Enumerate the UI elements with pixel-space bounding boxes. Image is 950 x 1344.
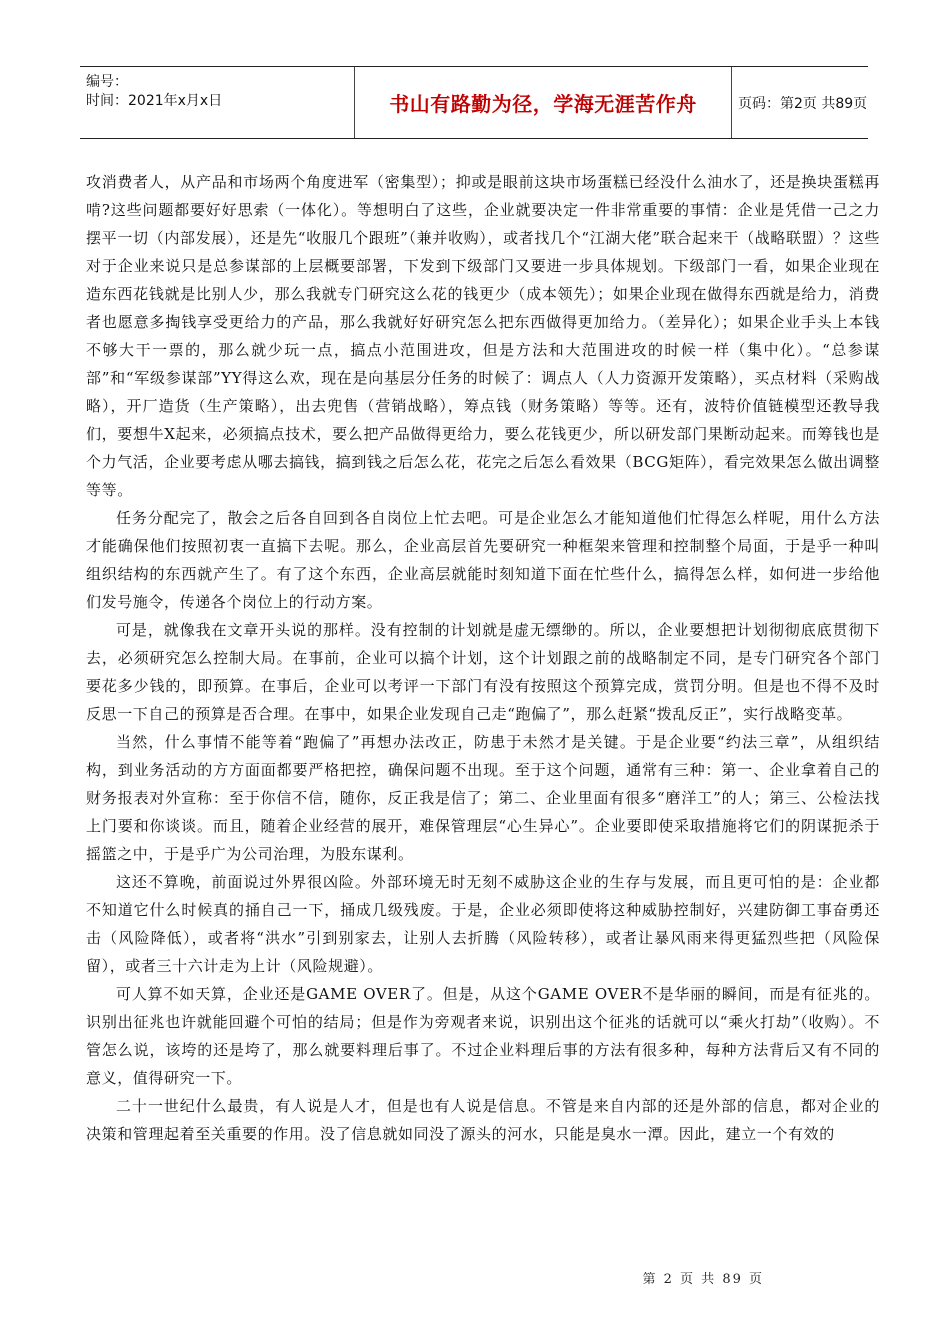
document-date: 时间：2021年x月x日: [86, 93, 223, 109]
paragraph: 任务分配完了，散会之后各自回到各自岗位上忙去吧。可是企业怎么才能知道他们忙得怎么样呢，用什么方法才能确保他们按照初衷一直搞下去呢。那么，企业高层首先要研究一种框架来管理和控制整个局面，于是乎一种叫组织结构的东西就产生了。有了这个东西，企业高层就能时刻知道下面在忙些什么，搞得怎么样，如何进一步给他们发号施令，传递各个岗位上的行动方案。: [86, 509, 880, 611]
page-footer: 第 2 页 共 89 页: [642, 1272, 764, 1287]
paragraph: 当然，什么事情不能等着“跑偏了”再想办法改正，防患于未然才是关键。于是企业要“约法三章”，从组织结构，到业务活动的方方面面都要严格把控，确保问题不出现。至于这个问题，通常有三种：第一、企业拿着自己的财务报表对外宣称：至于你信不信，随你，反正我是信了；第二、企业里面有很多“磨洋工”的人；第三、公检法找上门要和你谈谈。而且，随着企业经营的展开，难保管理层“心生异心”。企业要即使采取措施将它们的阴谋扼杀于摇篮之中，于是乎广为公司治理，为股东谋利。: [86, 733, 880, 863]
paragraph: 攻消费者人，从产品和市场两个角度进军（密集型）；抑或是眼前这块市场蛋糕已经没什么油水了，还是换块蛋糕再啃?这些问题都要好好思索（一体化）。等想明白了这些，企业就要决定一件非常重要的事情：企业是凭借一己之力摆平一切（内部发展），还是先“收服几个跟班”（兼并收购），或者找几个“江湖大佬”联合起来干（战略联盟）？这些对于企业来说只是总参谋部的上层概要部署，下发到下级部门又要进一步具体规划。下级部门一看，如果企业现在造东西花钱就是比别人少，那么我就专门研究这么花的钱更少（成本领先）；如果企业现在做得东西就是给力，消费者也愿意多掏钱享受更给力的产品，那么我就好好研究怎么把东西做得更加给力。（差异化）；如果企业手头上本钱不够大干一票的，那么就少玩一点，搞点小范围进攻，但是方法和大范围进攻的时候一样（集中化）。“总参谋部”和“军级参谋部”YY得这么欢，现在是向基层分任务的时候了：调点人（人力资源开发策略），买点材料（采购战略），开厂造货（生产策略），出去兜售（营销战略），筹点钱（财务策略）等等。还有，波特价值链模型还教导我们，要想牛X起来，必须搞点技术，要么把产品做得更给力，要么花钱更少，所以研发部门果断动起来。而筹钱也是个力气活，企业要考虑从哪去搞钱，搞到钱之后怎么花，花完之后怎么看效果（BCG矩阵），看完效果怎么做出调整等等。: [86, 173, 880, 499]
paragraph: 二十一世纪什么最贵，有人说是人才，但是也有人说是信息。不管是来自内部的还是外部的信息，都对企业的决策和管理起着至关重要的作用。没了信息就如同没了源头的河水，只能是臭水一潭。因此，建立一个有效的: [86, 1097, 880, 1143]
header-motto: 书山有路勤为径，学海无涯苦作舟: [389, 92, 697, 116]
document-body: [86, 168, 880, 1148]
page-header: [80, 66, 868, 139]
header-motto-cell: [354, 67, 732, 138]
header-page-label: 页码：第2页 共89页: [738, 95, 868, 112]
document-number: 编号：: [86, 74, 128, 90]
header-meta: [86, 67, 276, 144]
paragraph: 可是，就像我在文章开头说的那样。没有控制的计划就是虚无缥缈的。所以，企业要想把计划彻彻底底贯彻下去，必须研究怎么控制大局。在事前，企业可以搞个计划，这个计划跟之前的战略制定不同，是专门研究各个部门要花多少钱的，即预算。在事后，企业可以考评一下部门有没有按照这个预算完成，赏罚分明。但是也不得不及时反思一下自己的预算是否合理。在事中，如果企业发现自己走“跑偏了”，那么赶紧“拨乱反正”，实行战略变革。: [86, 621, 880, 723]
paragraph: 可人算不如天算，企业还是GAME OVER了。但是，从这个GAME OVER不是华丽的瞬间，而是有征兆的。识别出征兆也许就能回避个可怕的结局；但是作为旁观者来说，识别出这个征兆的话就可以“乘火打劫”（收购）。不管怎么说，该垮的还是垮了，那么就要料理后事了。不过企业料理后事的方法有很多种，每种方法背后又有不同的意义，值得研究一下。: [86, 985, 880, 1087]
header-page-number: [738, 67, 868, 138]
paragraph: 这还不算晚，前面说过外界很凶险。外部环境无时无刻不威胁这企业的生存与发展，而且更可怕的是：企业都不知道它什么时候真的捅自己一下，捅成几级残废。于是，企业必须即使将这种威胁控制好，兴建防御工事奋勇还击（风险降低），或者将“洪水”引到别家去，让别人去折腾（风险转移），或者让暴风雨来得更猛烈些把（风险保留），或者三十六计走为上计（风险规避）。: [86, 873, 880, 975]
